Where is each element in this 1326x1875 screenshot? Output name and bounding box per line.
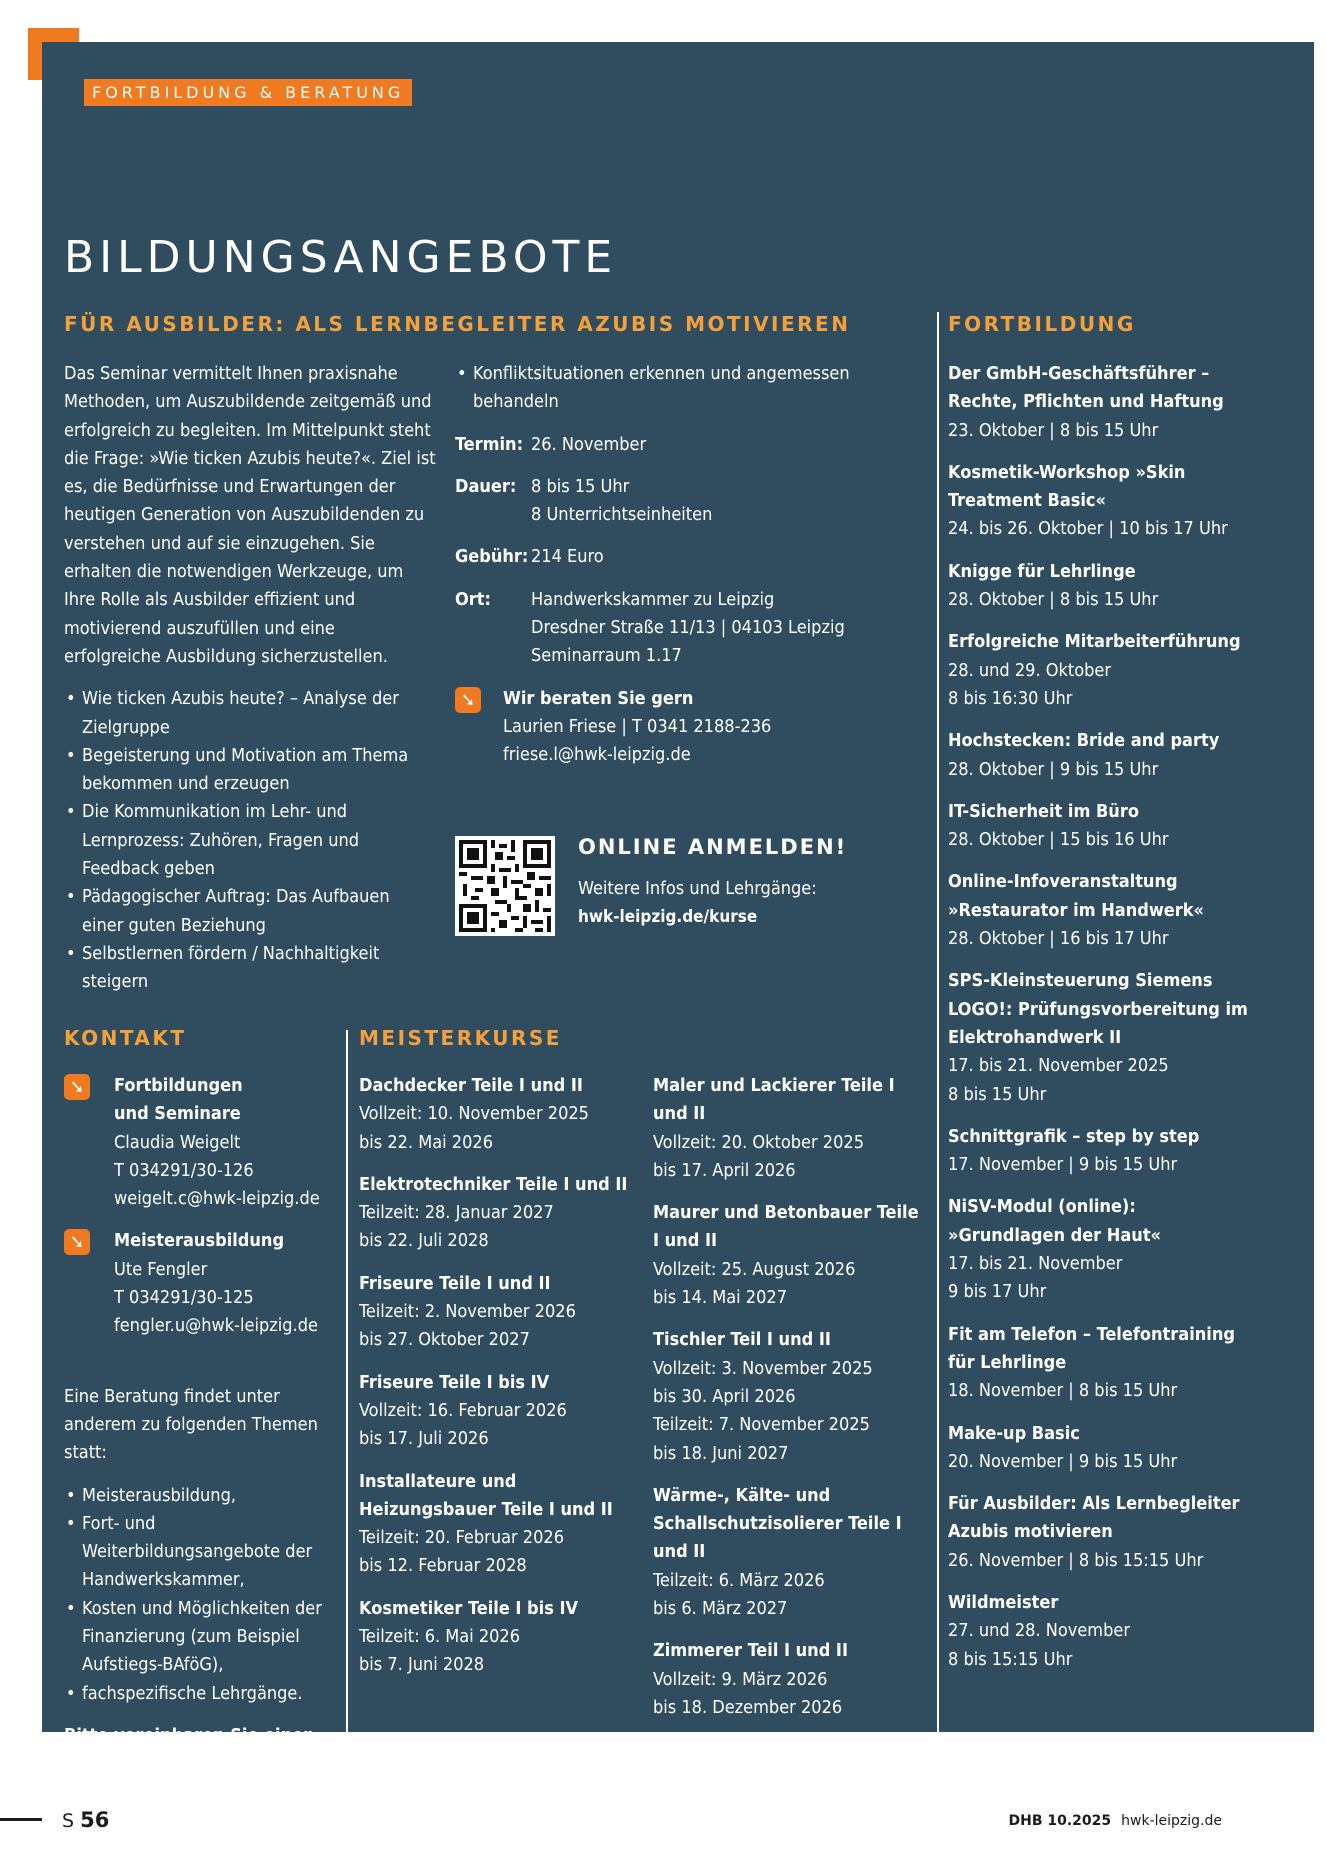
course-title: Elektrotechniker Teile I und II — [359, 1173, 628, 1195]
kontakt-heading: KONTAKT — [64, 1026, 187, 1050]
course-date: Teilzeit: 7. November 2025 — [653, 1414, 870, 1436]
list-item: • Die Kommunikation im Lehr- und Lernprozess: Zuhören, Fragen und Feedback geben — [64, 798, 436, 883]
seminar-right-column — [455, 360, 855, 770]
course-title: Kosmetik-Workshop »Skin Treatment Basic« — [948, 461, 1186, 512]
course-entry — [948, 1321, 1248, 1406]
seminar-contact-phone: Laurien Friese | T 0341 2188-236 — [503, 715, 772, 737]
fortbildung-list — [948, 360, 1248, 1688]
course-date: 28. und 29. Oktober — [948, 659, 1112, 681]
course-entry — [359, 1595, 641, 1680]
page-prefix: S — [62, 1810, 75, 1832]
fortbildung-heading: FORTBILDUNG — [948, 312, 1136, 336]
course-title: Schnittgrafik – step by step — [948, 1125, 1200, 1147]
list-item: • Kosten und Möglichkeiten der Finanzierung (zum Beispiel Aufstiegs-BAföG), — [64, 1595, 336, 1680]
dauer-row — [455, 473, 855, 530]
course-date: 17. November | 9 bis 15 Uhr — [948, 1154, 1178, 1176]
gebuehr-label: Gebühr: — [455, 546, 529, 568]
ort-row — [455, 586, 855, 671]
course-date: 26. November | 8 bis 15:15 Uhr — [948, 1549, 1204, 1571]
seminar-contact — [455, 685, 855, 770]
course-entry — [653, 1326, 929, 1467]
course-title: Tischler Teil I und II — [653, 1329, 831, 1351]
kontakt-c1-title: Fortbildungen — [114, 1075, 243, 1096]
course-date: bis 17. Juli 2026 — [359, 1428, 489, 1450]
course-title: Online-Infoveranstaltung »Restaurator im Handwerk« — [948, 871, 1204, 921]
divider-fortbildung — [937, 312, 939, 1732]
dauer-value — [531, 473, 712, 530]
online-register-title: ONLINE ANMELDEN! — [578, 835, 848, 859]
course-date: 17. bis 21. November — [948, 1253, 1123, 1275]
course-entry — [948, 628, 1248, 713]
kontakt-c1-email[interactable]: weigelt.c@hwk-leipzig.de — [114, 1188, 320, 1210]
course-date: bis 7. Juni 2028 — [359, 1654, 485, 1676]
meisterkurse-left — [359, 1072, 641, 1694]
course-date: 8 bis 15 Uhr — [948, 1083, 1047, 1105]
list-item: • Fort- und Weiterbildungsangebote der Handwerkskammer, — [64, 1510, 336, 1595]
footer-site[interactable]: hwk-leipzig.de — [1121, 1813, 1222, 1829]
course-entry — [359, 1468, 641, 1581]
course-title: Der GmbH-Geschäftsführer – Rechte, Pflichten und Haftung — [948, 363, 1224, 413]
course-entry — [653, 1072, 929, 1185]
course-date: Teilzeit: 6. März 2026 — [653, 1569, 825, 1591]
course-entry — [653, 1482, 929, 1623]
course-entry — [359, 1369, 641, 1454]
page-number — [62, 1808, 109, 1832]
course-entry — [948, 459, 1248, 544]
beratung-closing: Bitte vereinbaren Sie einen individuellen Termin. — [64, 1724, 315, 1775]
course-date: 28. Oktober | 16 bis 17 Uhr — [948, 928, 1169, 950]
course-date: 18. November | 8 bis 15 Uhr — [948, 1380, 1178, 1402]
course-title: Installateure und Heizungsbauer Teile I und II — [359, 1470, 613, 1520]
list-item: • Pädagogischer Auftrag: Das Aufbauen einer guten Beziehung — [64, 883, 436, 940]
course-date: bis 6. März 2027 — [653, 1598, 788, 1620]
seminar-contact-title: Wir beraten Sie gern — [503, 687, 694, 709]
course-date: 8 bis 16:30 Uhr — [948, 687, 1073, 709]
course-title: Wildmeister — [948, 1591, 1059, 1613]
page-number-value: 56 — [80, 1808, 110, 1832]
seminar-intro: Das Seminar vermittelt Ihnen praxisnahe Methoden, um Auszubildende zeitgemäß und erfolgreich zu begleiten. Im Mittelpunkt steht die Frage: »Wie ticken Azubis heute?«. Ziel ist es, die Bedürfnisse und Erwartungen der heutigen Generation von Auszubildenden zu verstehen und auf sie einzugehen. Sie erhalten die notwendigen Werkzeuge, um Ihre Rolle als Ausbilder effizient und motivierend auszufüllen und eine erfolgreiche Ausbildung sicherzustellen. — [64, 363, 436, 667]
footer-issue: DHB 10.2025 — [1008, 1813, 1112, 1829]
course-date: Teilzeit: 6. Mai 2026 — [359, 1626, 521, 1648]
course-date: 24. bis 26. Oktober | 10 bis 17 Uhr — [948, 518, 1228, 540]
course-date: 27. und 28. November — [948, 1620, 1130, 1642]
online-link[interactable]: hwk-leipzig.de/kurse — [578, 907, 758, 927]
course-title: Zimmerer Teil I und II — [653, 1640, 848, 1662]
course-date: Vollzeit: 25. August 2026 — [653, 1258, 856, 1280]
list-item: • Wie ticken Azubis heute? – Analyse der Zielgruppe — [64, 685, 436, 742]
kontakt-c1-title-2: und Seminare — [114, 1103, 241, 1125]
course-entry — [653, 1199, 929, 1312]
course-entry — [359, 1072, 641, 1157]
course-date: bis 18. Dezember 2026 — [653, 1696, 843, 1718]
termin-label: Termin: — [455, 433, 524, 455]
dauer-line-1: 8 bis 15 Uhr — [531, 475, 630, 497]
course-entry — [948, 558, 1248, 615]
course-date: bis 22. Juli 2028 — [359, 1230, 489, 1252]
course-date: 9 bis 17 Uhr — [948, 1281, 1047, 1303]
list-item: • Begeisterung und Motivation am Thema bekommen und erzeugen — [64, 742, 436, 799]
course-entry — [359, 1270, 641, 1355]
list-item: • fachspezifische Lehrgänge. — [64, 1680, 336, 1708]
arrow-icon: ➘ — [455, 687, 481, 713]
seminar-bullet-list — [64, 685, 436, 996]
divider-kontakt — [346, 1030, 348, 1732]
course-date: Teilzeit: 2. November 2026 — [359, 1301, 576, 1323]
footer-rule — [0, 1818, 42, 1821]
course-date: Vollzeit: 10. November 2025 — [359, 1103, 589, 1125]
termin-row — [455, 431, 855, 459]
dauer-label: Dauer: — [455, 475, 517, 497]
course-entry — [653, 1637, 929, 1722]
course-date: Teilzeit: 28. Januar 2027 — [359, 1202, 554, 1224]
online-register-text — [578, 874, 817, 932]
ort-line-1: Handwerkskammer zu Leipzig — [531, 588, 775, 610]
course-title: Hochstecken: Bride and party — [948, 730, 1220, 752]
list-item: • Konfliktsituationen erkennen und angemessen behandeln — [455, 360, 855, 417]
course-title: Kosmetiker Teile I bis IV — [359, 1597, 579, 1619]
course-entry — [948, 727, 1248, 784]
course-entry — [948, 1589, 1248, 1674]
ort-label: Ort: — [455, 588, 491, 610]
ort-line-3: Seminarraum 1.17 — [531, 645, 682, 667]
course-date: 8 bis 15:15 Uhr — [948, 1648, 1073, 1670]
course-date: bis 30. April 2026 — [653, 1385, 796, 1407]
course-title: Für Ausbilder: Als Lernbegleiter Azubis motivieren — [948, 1493, 1240, 1543]
course-date: 23. Oktober | 8 bis 15 Uhr — [948, 419, 1159, 441]
course-date: bis 12. Februar 2028 — [359, 1555, 527, 1577]
gebuehr-value: 214 Euro — [531, 546, 604, 568]
course-date: bis 27. Oktober 2027 — [359, 1329, 530, 1351]
course-title: Friseure Teile I und II — [359, 1272, 551, 1294]
course-date: Teilzeit: 20. Februar 2026 — [359, 1527, 565, 1549]
course-date: Vollzeit: 16. Februar 2026 — [359, 1399, 567, 1421]
course-entry — [948, 1420, 1248, 1477]
course-entry — [359, 1171, 641, 1256]
course-date: bis 22. Mai 2026 — [359, 1131, 493, 1153]
kontakt-c2-email[interactable]: fengler.u@hwk-leipzig.de — [114, 1315, 318, 1337]
course-title: Friseure Teile I bis IV — [359, 1371, 550, 1393]
seminar-bullet-list-2 — [455, 360, 855, 417]
beratung-list — [64, 1482, 336, 1708]
kontakt-c2-title: Meisterausbildung — [114, 1230, 285, 1252]
course-title: Knigge für Lehrlinge — [948, 560, 1136, 582]
course-title: SPS-Kleinsteuerung Siemens LOGO!: Prüfungsvorbereitung im Elektrohandwerk II — [948, 970, 1248, 1048]
beratung-intro: Eine Beratung findet unter anderem zu folgenden Themen statt: — [64, 1385, 318, 1464]
course-entry — [948, 967, 1248, 1108]
course-date: Vollzeit: 20. Oktober 2025 — [653, 1131, 864, 1153]
seminar-heading: FÜR AUSBILDER: ALS LERNBEGLEITER AZUBIS MOTIVIEREN — [64, 312, 851, 336]
kontakt-fortbildung — [64, 1072, 336, 1213]
page-title: BILDUNGSANGEBOTE — [64, 232, 618, 283]
seminar-contact-email[interactable]: friese.l@hwk-leipzig.de — [503, 744, 691, 766]
course-date: 28. Oktober | 9 bis 15 Uhr — [948, 758, 1159, 780]
kontakt-c2-name: Ute Fengler — [114, 1258, 208, 1280]
course-title: Wärme-, Kälte- und Schallschutzisolierer Teile I und II — [653, 1484, 902, 1563]
list-item: • Meisterausbildung, — [64, 1482, 336, 1510]
course-date: 17. bis 21. November 2025 — [948, 1055, 1169, 1077]
dauer-line-2: 8 Unterrichtseinheiten — [531, 504, 713, 526]
qr-code-icon[interactable] — [455, 836, 555, 936]
ort-value — [531, 586, 845, 671]
course-date: bis 17. April 2026 — [653, 1159, 796, 1181]
gebuehr-row — [455, 543, 855, 571]
course-date: Vollzeit: 3. November 2025 — [653, 1357, 873, 1379]
ort-line-2: Dresdner Straße 11/13 | 04103 Leipzig — [531, 617, 845, 639]
meisterkurse-right — [653, 1072, 929, 1736]
section-tag: FORTBILDUNG & BERATUNG — [84, 79, 412, 106]
kontakt-c2-phone: T 034291/30-125 — [114, 1287, 254, 1309]
meisterkurse-heading: MEISTERKURSE — [359, 1026, 562, 1050]
course-date: bis 14. Mai 2027 — [653, 1287, 787, 1309]
kontakt-c1-phone: T 034291/30-126 — [114, 1159, 254, 1181]
course-entry — [948, 1123, 1248, 1180]
course-date: 20. November | 9 bis 15 Uhr — [948, 1450, 1178, 1472]
course-title: IT-Sicherheit im Büro — [948, 800, 1139, 822]
footer-info — [1009, 1813, 1223, 1829]
course-title: Erfolgreiche Mitarbeiterführung — [948, 631, 1241, 653]
course-date: 28. Oktober | 8 bis 15 Uhr — [948, 589, 1159, 611]
course-entry — [948, 1193, 1248, 1306]
termin-value: 26. November — [531, 433, 647, 455]
course-entry — [948, 360, 1248, 445]
course-title: Maler und Lackierer Teile I und II — [653, 1075, 895, 1125]
course-entry — [948, 798, 1248, 855]
kontakt-column — [64, 1072, 336, 1779]
arrow-icon: ➘ — [64, 1074, 90, 1100]
course-date: bis 18. Juni 2027 — [653, 1442, 789, 1464]
course-title: Dachdecker Teile I und II — [359, 1075, 583, 1096]
kontakt-c1-name: Claudia Weigelt — [114, 1131, 241, 1153]
arrow-icon: ➘ — [64, 1229, 90, 1255]
course-title: Fit am Telefon – Telefontraining für Lehrlinge — [948, 1323, 1235, 1373]
kontakt-meister — [64, 1227, 336, 1340]
seminar-left-column — [64, 360, 436, 997]
list-item: • Selbstlernen fördern / Nachhaltigkeit steigern — [64, 940, 436, 997]
course-title: Make-up Basic — [948, 1422, 1080, 1444]
course-entry — [948, 868, 1248, 953]
course-entry — [948, 1490, 1248, 1575]
course-date: Vollzeit: 9. März 2026 — [653, 1668, 828, 1690]
course-date: 28. Oktober | 15 bis 16 Uhr — [948, 829, 1169, 851]
online-info-text: Weitere Infos und Lehrgänge: — [578, 878, 817, 899]
course-title: NiSV-Modul (online): »Grundlagen der Haut« — [948, 1196, 1162, 1246]
course-title: Maurer und Betonbauer Teile I und II — [653, 1202, 919, 1252]
